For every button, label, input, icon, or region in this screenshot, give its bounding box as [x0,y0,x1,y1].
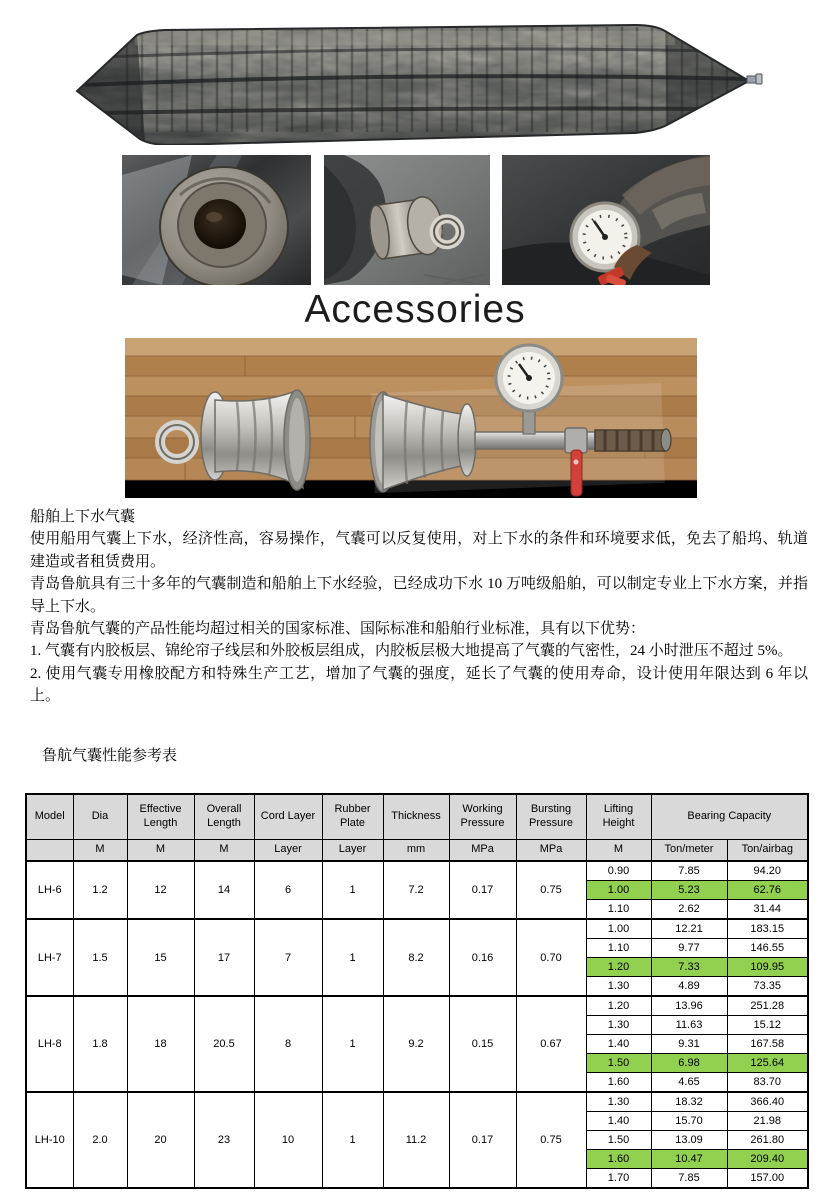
cell-ton-per-airbag: 73.35 [727,977,808,997]
eye-plug-illustration [324,155,490,285]
cell-ton-per-meter: 5.23 [651,881,727,900]
cell-thickness: 11.2 [383,1092,449,1188]
cell-ton-per-airbag: 146.55 [727,939,808,958]
cell-lifting-height: 1.50 [586,1131,651,1150]
cell-rubber-plate: 1 [322,996,383,1092]
cell-rubber-plate: 1 [322,1092,383,1188]
cell-ton-per-airbag: 21.98 [727,1112,808,1131]
cell-ton-per-meter: 7.33 [651,958,727,977]
cell-lifting-height: 1.60 [586,1150,651,1169]
column-header: Working Pressure [449,794,516,840]
unit-header: Ton/meter [651,840,727,862]
unit-header: MPa [449,840,516,862]
cell-ton-per-meter: 6.98 [651,1054,727,1073]
spec-row [26,861,808,881]
airbag-tip-valve-icon [747,74,762,84]
cell-ton-per-airbag: 251.28 [727,996,808,1016]
cell-ton-per-meter: 2.62 [651,900,727,920]
cell-model: LH-6 [26,861,73,919]
cell-lifting-height: 1.70 [586,1169,651,1189]
cell-ton-per-meter: 18.32 [651,1092,727,1112]
description-heading: 船舶上下水气囊 [30,509,136,525]
unit-header: MPa [516,840,586,862]
cell-ton-per-meter: 10.47 [651,1150,727,1169]
description-paragraph: 1. 气囊有内胶板层、锦纶帘子线层和外胶板层组成，内胶板层极大地提高了气囊的气密性，24 小时泄压不超过 5%。 [30,643,793,660]
cell-ton-per-meter: 9.31 [651,1035,727,1054]
column-header: Dia [73,794,127,840]
cell-cord-layer: 8 [254,996,322,1092]
column-header: Overall Length [194,794,254,840]
description-paragraph: 使用船用气囊上下水，经济性高，容易操作，气囊可以反复使用，对上下水的条件和环境要求低，免去了船坞、轨道建造或者租赁费用。 [30,531,808,570]
cell-overall-length: 20.5 [194,996,254,1092]
spec-table-body [26,861,808,1188]
cell-dia: 1.8 [73,996,127,1092]
cell-overall-length: 23 [194,1092,254,1188]
cell-ton-per-meter: 13.09 [651,1131,727,1150]
cell-ton-per-airbag: 261.80 [727,1131,808,1150]
cell-lifting-height: 1.30 [586,977,651,997]
product-description [30,506,808,708]
column-header-bearing-capacity: Bearing Capacity [651,794,808,840]
accessories-title: Accessories [304,288,526,331]
cell-bursting-pressure: 0.75 [516,1092,586,1188]
cell-ton-per-airbag: 125.64 [727,1054,808,1073]
unit-header: M [127,840,194,862]
cell-ton-per-airbag: 209.40 [727,1150,808,1169]
cell-lifting-height: 0.90 [586,861,651,881]
airbag-valve-flange-photo [122,155,311,285]
cell-lifting-height: 1.50 [586,1054,651,1073]
cell-lifting-height: 1.00 [586,919,651,939]
cell-lifting-height: 1.40 [586,1112,651,1131]
spec-row [26,919,808,939]
column-header: Thickness [383,794,449,840]
cell-ton-per-airbag: 157.00 [727,1169,808,1189]
cell-ton-per-meter: 15.70 [651,1112,727,1131]
unit-header: Ton/airbag [727,840,808,862]
description-paragraph: 青岛鲁航气囊的产品性能均超过相关的国家标准、国际标准和船舶行业标准，具有以下优势： [30,621,646,638]
accessories-fittings-illustration [125,338,697,498]
cell-model: LH-10 [26,1092,73,1188]
cell-ton-per-airbag: 62.76 [727,881,808,900]
cell-thickness: 8.2 [383,919,449,996]
description-paragraph: 青岛鲁航具有三十多年的气囊制造和船舶上下水经验，已经成功下水 10 万吨级船舶，可以制定专业上下水方案，并指导上下水。 [30,576,808,615]
cell-bursting-pressure: 0.67 [516,996,586,1092]
cell-working-pressure: 0.15 [449,996,516,1092]
cell-lifting-height: 1.10 [586,900,651,920]
cell-lifting-height: 1.20 [586,958,651,977]
ship-launching-airbag-photo [75,5,765,145]
column-header: Effective Length [127,794,194,840]
airbag-spec-table [25,793,809,1189]
cell-rubber-plate: 1 [322,861,383,919]
unit-header: Layer [322,840,383,862]
cell-lifting-height: 1.60 [586,1073,651,1093]
airbag-eye-plug-photo [324,155,490,285]
column-header: Rubber Plate [322,794,383,840]
spec-row [26,996,808,1016]
ship-airbag-illustration [75,5,765,145]
cell-ton-per-meter: 4.89 [651,977,727,997]
cell-ton-per-airbag: 83.70 [727,1073,808,1093]
cell-bursting-pressure: 0.75 [516,861,586,919]
cell-ton-per-meter: 13.96 [651,996,727,1016]
cell-dia: 1.2 [73,861,127,919]
cell-rubber-plate: 1 [322,919,383,996]
cell-model: LH-7 [26,919,73,996]
cell-effective-length: 18 [127,996,194,1092]
unit-header: M [194,840,254,862]
cell-ton-per-meter: 7.85 [651,861,727,881]
cell-bursting-pressure: 0.70 [516,919,586,996]
cell-ton-per-airbag: 94.20 [727,861,808,881]
cell-thickness: 7.2 [383,861,449,919]
cell-thickness: 9.2 [383,996,449,1092]
unit-header [26,840,73,862]
cell-ton-per-meter: 11.63 [651,1016,727,1035]
cell-ton-per-meter: 9.77 [651,939,727,958]
cell-overall-length: 14 [194,861,254,919]
column-header: Model [26,794,73,840]
cell-cord-layer: 7 [254,919,322,996]
cell-ton-per-airbag: 15.12 [727,1016,808,1035]
spec-row [26,1092,808,1112]
accessories-fittings-photo [125,338,697,498]
cell-ton-per-airbag: 31.44 [727,900,808,920]
cell-effective-length: 15 [127,919,194,996]
cell-dia: 1.5 [73,919,127,996]
column-header: Bursting Pressure [516,794,586,840]
cell-cord-layer: 10 [254,1092,322,1188]
description-paragraph: 2. 使用气囊专用橡胶配方和特殊生产工艺，增加了气囊的强度，延长了气囊的使用寿命，设计使用年限达到 6 年以上。 [30,665,808,705]
cell-working-pressure: 0.17 [449,861,516,919]
cell-ton-per-airbag: 183.15 [727,919,808,939]
cell-lifting-height: 1.40 [586,1035,651,1054]
cell-dia: 2.0 [73,1092,127,1188]
pressure-gauge-illustration [502,155,710,285]
cell-working-pressure: 0.17 [449,1092,516,1188]
cell-ton-per-airbag: 366.40 [727,1092,808,1112]
unit-header: M [73,840,127,862]
unit-header: M [586,840,651,862]
cell-ton-per-meter: 7.85 [651,1169,727,1189]
cell-lifting-height: 1.30 [586,1016,651,1035]
spec-table-title: 鲁航气囊性能参考表 [42,748,178,764]
cell-effective-length: 12 [127,861,194,919]
cell-lifting-height: 1.20 [586,996,651,1016]
cell-ton-per-meter: 12.21 [651,919,727,939]
spec-table-head [26,794,808,861]
unit-header: Layer [254,840,322,862]
cell-ton-per-airbag: 167.58 [727,1035,808,1054]
cell-lifting-height: 1.00 [586,881,651,900]
unit-header: mm [383,840,449,862]
cell-overall-length: 17 [194,919,254,996]
valve-flange-illustration [122,155,311,285]
airbag-pressure-gauge-photo [502,155,710,285]
cell-model: LH-8 [26,996,73,1092]
column-header: Lifting Height [586,794,651,840]
cell-lifting-height: 1.10 [586,939,651,958]
cell-effective-length: 20 [127,1092,194,1188]
column-header: Cord Layer [254,794,322,840]
cell-lifting-height: 1.30 [586,1092,651,1112]
cell-cord-layer: 6 [254,861,322,919]
cell-working-pressure: 0.16 [449,919,516,996]
cell-ton-per-airbag: 109.95 [727,958,808,977]
cell-ton-per-meter: 4.65 [651,1073,727,1093]
